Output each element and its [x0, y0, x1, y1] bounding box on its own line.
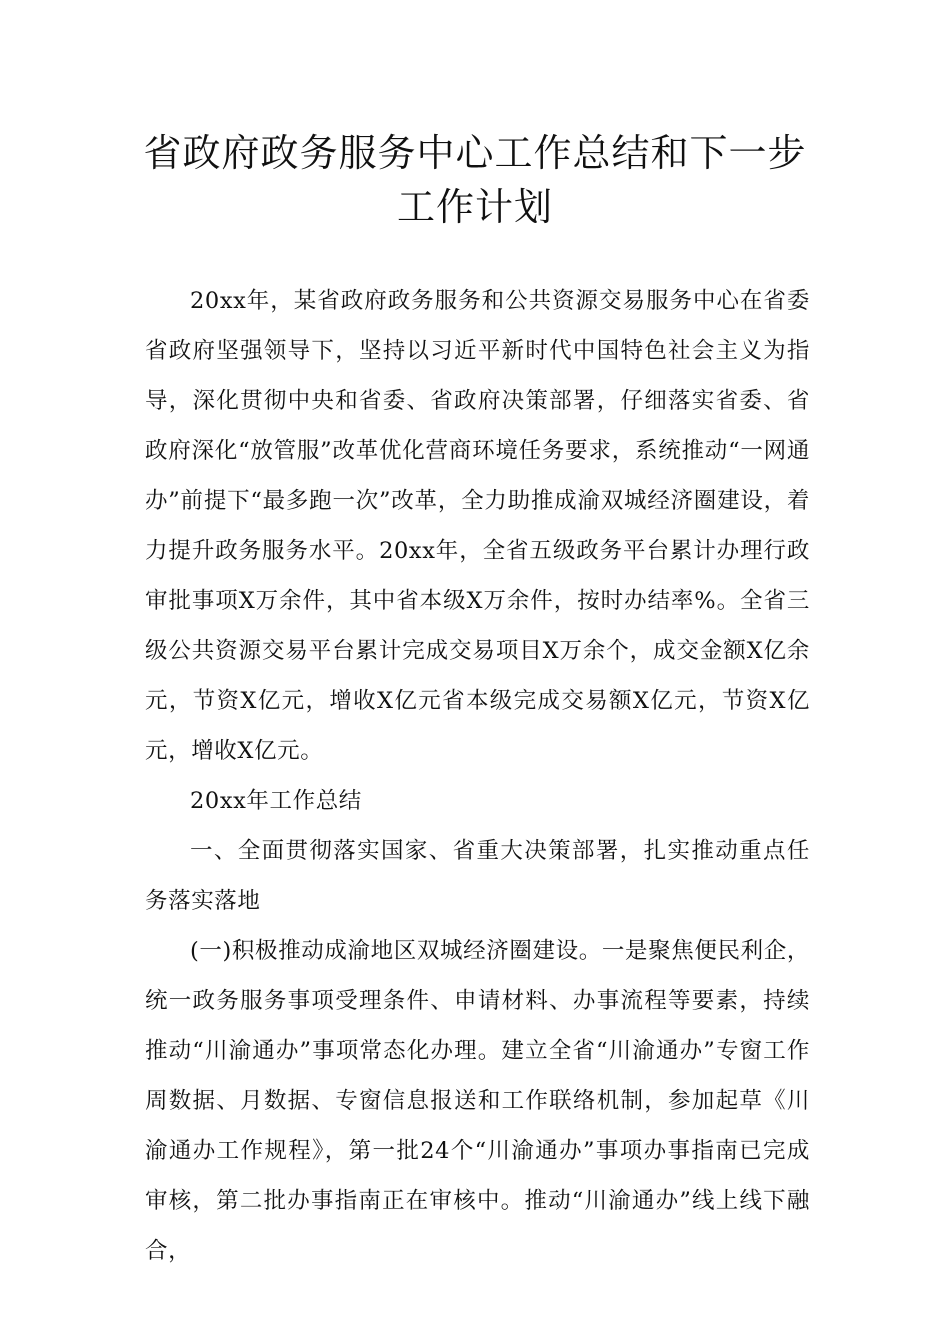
paragraph-subsection-one: (一)积极推动成渝地区双城经济圈建设。一是聚焦便民利企，统一政务服务事项受理条件、申请材料、办事流程等要素，持续推动“川渝通办”事项常态化办理。建立全省“川渝通办”专窗工作周数据、月数据、专窗信息报送和工作联络机制，参加起草《川渝通办工作规程》，第一批24个“川渝通办”事项办事指南已完成审核，第二批办事指南正在审核中。推动“川渝通办”线上线下融合，	[145, 938, 810, 1264]
document-body	[145, 276, 810, 1276]
paragraph-intro: 20xx年，某省政府政务服务和公共资源交易服务中心在省委省政府坚强领导下，坚持以习近平新时代中国特色社会主义为指导，深化贯彻中央和省委、省政府决策部署，仔细落实省委、省政府深化“放管服”改革优化营商环境任务要求，系统推动“一网通办”前提下“最多跑一次”改革，全力助推成渝双城经济圈建设，着力提升政务服务水平。20xx年，全省五级政务平台累计办理行政审批事项X万余件，其中省本级X万余件，按时办结率%。全省三级公共资源交易平台累计完成交易项目X万余个，成交金额X亿余元，节资X亿元，增收X亿元省本级完成交易额X亿元，节资X亿元，增收X亿元。	[145, 288, 810, 764]
title-line-1: 省政府政务服务中心工作总结和下一步	[143, 131, 807, 175]
document-title	[120, 126, 830, 234]
section-heading-summary: 20xx年工作总结	[190, 788, 362, 814]
title-line-2: 工作计划	[396, 185, 553, 229]
section-heading-one: 一、全面贯彻落实国家、省重大决策部署，扎实推动重点任务落实落地	[145, 838, 810, 914]
